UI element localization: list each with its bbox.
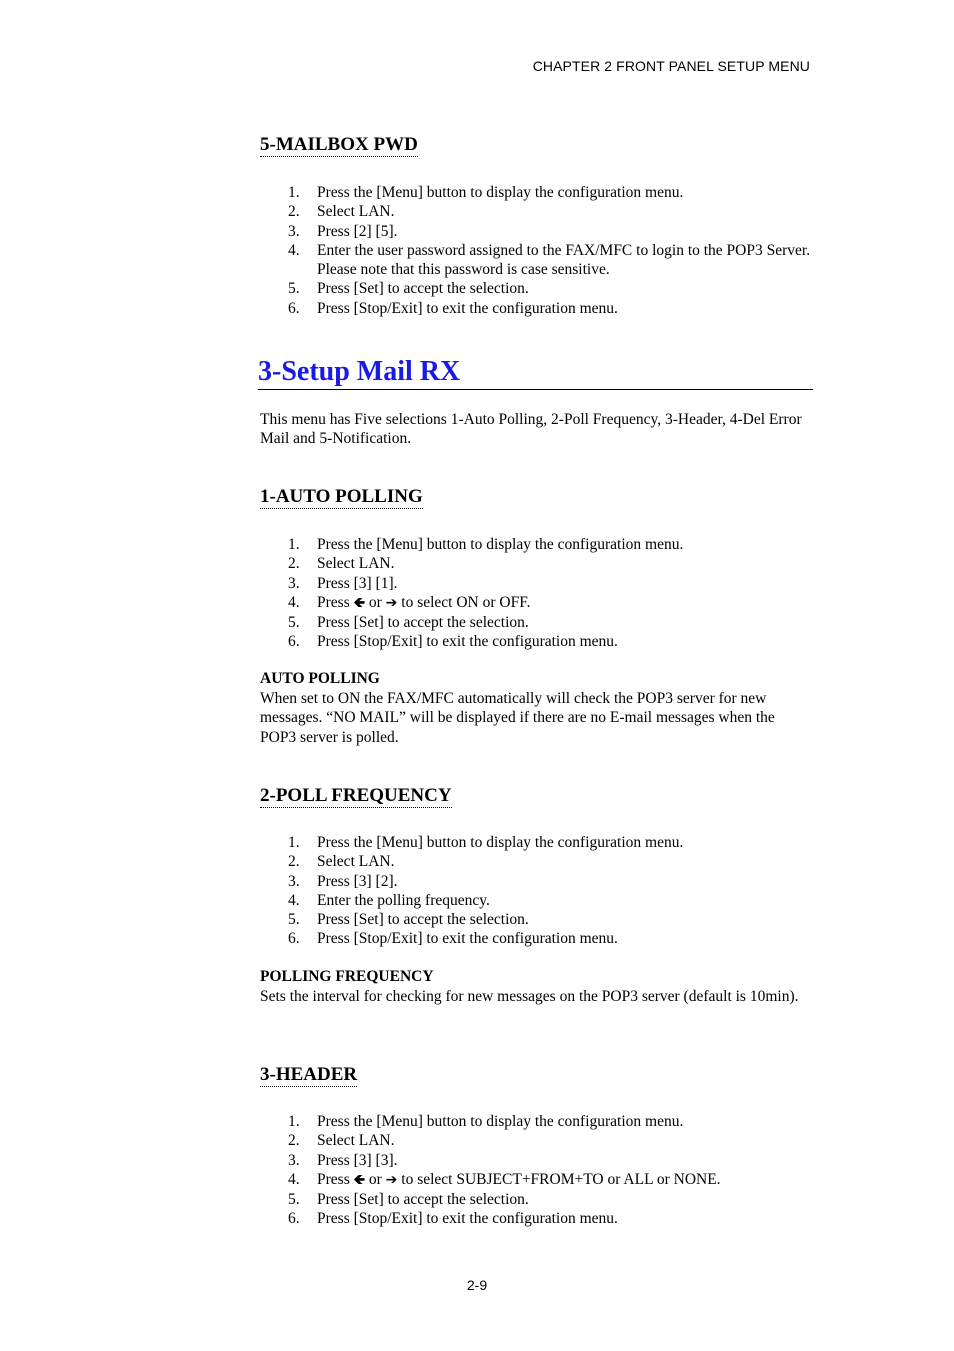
list-item — [260, 593, 813, 613]
step-text: Press the [Menu] button to display the configuration menu. — [317, 184, 684, 201]
list-item — [260, 279, 813, 298]
list-item — [260, 1170, 813, 1190]
list-item — [260, 891, 813, 910]
auto-polling-note-text: When set to ON the FAX/MFC automatically will check the POP3 server for new messages. “NO MAIL” will be displayed if there are no E-mail messages when the POP3 server is polled. — [260, 690, 775, 746]
section-heading-header: 3-HEADER — [260, 1064, 358, 1085]
running-header: CHAPTER 2 FRONT PANEL SETUP MENU — [532, 58, 810, 74]
list-item — [260, 910, 813, 929]
step-number: 5. — [288, 1191, 300, 1209]
list-item — [260, 1190, 813, 1209]
section-heading-auto-polling: 1-AUTO POLLING — [260, 486, 423, 507]
step-text: Press [Set] to accept the selection. — [317, 280, 529, 298]
header-steps — [260, 1112, 813, 1229]
step-text: Press [Stop/Exit] to exit the configuration menu. — [317, 930, 618, 948]
step-text-post: to select ON or OFF. — [397, 593, 531, 611]
step-number: 5. — [288, 280, 300, 298]
list-item — [260, 535, 813, 554]
right-arrow-icon: ➔ — [385, 594, 398, 611]
step-text-post: to select SUBJECT+FROM+TO or ALL or NONE. — [397, 1170, 721, 1188]
section-heading-poll-frequency: 2-POLL FREQUENCY — [260, 785, 452, 806]
step-text: Press [Stop/Exit] to exit the configuration menu. — [317, 633, 618, 651]
step-text: Press [Stop/Exit] to exit the configuration menu. — [317, 299, 618, 317]
list-item — [260, 1131, 813, 1150]
step-text: Select LAN. — [317, 203, 395, 221]
step-text: Enter the user password assigned to the FAX/MFC to login to the POP3 Server. Please note that this password is case sensitive. — [317, 241, 811, 279]
step-text: Press [Set] to accept the selection. — [317, 1191, 529, 1209]
list-item — [260, 872, 813, 891]
step-number: 3. — [288, 872, 300, 890]
step-text: Select LAN. — [317, 1132, 395, 1150]
list-item — [260, 1151, 813, 1170]
list-item — [260, 1112, 813, 1131]
step-text: Press [Set] to accept the selection. — [317, 911, 529, 929]
step-number: 1. — [288, 536, 300, 553]
step-number: 4. — [288, 1170, 300, 1188]
step-number: 3. — [288, 1151, 300, 1169]
step-text-pre: Press — [317, 593, 354, 611]
poll-frequency-note-title: POLLING FREQUENCY — [260, 968, 434, 985]
step-text: Enter the polling frequency. — [317, 891, 490, 909]
step-number: 2. — [288, 853, 300, 871]
mailbox-pwd-steps — [260, 183, 813, 318]
step-number: 1. — [288, 834, 300, 851]
step-text: Select LAN. — [317, 853, 395, 871]
step-number: 4. — [288, 593, 300, 611]
page-number: 2-9 — [466, 1277, 488, 1293]
list-item — [260, 1209, 813, 1228]
step-number: 1. — [288, 1113, 300, 1130]
chapter-title: 3-Setup Mail RX — [258, 356, 813, 390]
list-item — [260, 574, 813, 593]
right-arrow-icon: ➔ — [385, 1171, 398, 1188]
step-text: Press [3] [1]. — [317, 574, 398, 592]
list-item — [260, 299, 813, 318]
poll-frequency-note-text: Sets the interval for checking for new messages on the POP3 server (default is 10min). — [260, 988, 799, 1005]
step-text: Press the [Menu] button to display the configuration menu. — [317, 1113, 684, 1130]
step-text-mid: or — [364, 1170, 386, 1188]
step-number: 2. — [288, 1132, 300, 1150]
step-text: Press [3] [2]. — [317, 872, 398, 890]
list-item — [260, 241, 813, 280]
step-number: 3. — [288, 222, 300, 240]
list-item — [260, 613, 813, 632]
step-number: 6. — [288, 1210, 300, 1228]
step-text: Press the [Menu] button to display the configuration menu. — [317, 834, 684, 851]
left-arrow-icon: 🡸 — [353, 594, 365, 611]
poll-frequency-steps — [260, 833, 813, 949]
list-item — [260, 833, 813, 852]
step-number: 2. — [288, 203, 300, 221]
step-text: Press [Set] to accept the selection. — [317, 614, 529, 632]
step-number: 6. — [288, 633, 300, 651]
step-number: 4. — [288, 891, 300, 909]
step-text: Press the [Menu] button to display the configuration menu. — [317, 536, 684, 553]
list-item — [260, 852, 813, 871]
auto-polling-note-title: AUTO POLLING — [260, 670, 380, 687]
auto-polling-steps — [260, 535, 813, 652]
step-text-mid: or — [364, 593, 386, 611]
step-number: 1. — [288, 184, 300, 201]
intro-paragraph: This menu has Five selections 1-Auto Polling, 2-Poll Frequency, 3-Header, 4-Del Error Mail and 5-Notification. — [260, 411, 802, 448]
step-text: Press [3] [3]. — [317, 1151, 398, 1169]
step-number: 6. — [288, 930, 300, 948]
step-number: 6. — [288, 299, 300, 317]
step-text: Select LAN. — [317, 555, 395, 573]
list-item — [260, 222, 813, 241]
section-heading-mailbox-pwd: 5-MAILBOX PWD — [260, 134, 418, 155]
list-item — [260, 554, 813, 573]
step-text: Press [Stop/Exit] to exit the configuration menu. — [317, 1210, 618, 1228]
list-item — [260, 202, 813, 221]
step-text-pre: Press — [317, 1170, 354, 1188]
step-number: 2. — [288, 555, 300, 573]
list-item — [260, 183, 813, 202]
step-text: Press [2] [5]. — [317, 222, 398, 240]
step-number: 5. — [288, 911, 300, 929]
list-item — [260, 929, 813, 948]
step-number: 3. — [288, 574, 300, 592]
left-arrow-icon: 🡸 — [353, 1171, 365, 1188]
list-item — [260, 632, 813, 651]
step-number: 4. — [288, 241, 300, 259]
step-number: 5. — [288, 614, 300, 632]
